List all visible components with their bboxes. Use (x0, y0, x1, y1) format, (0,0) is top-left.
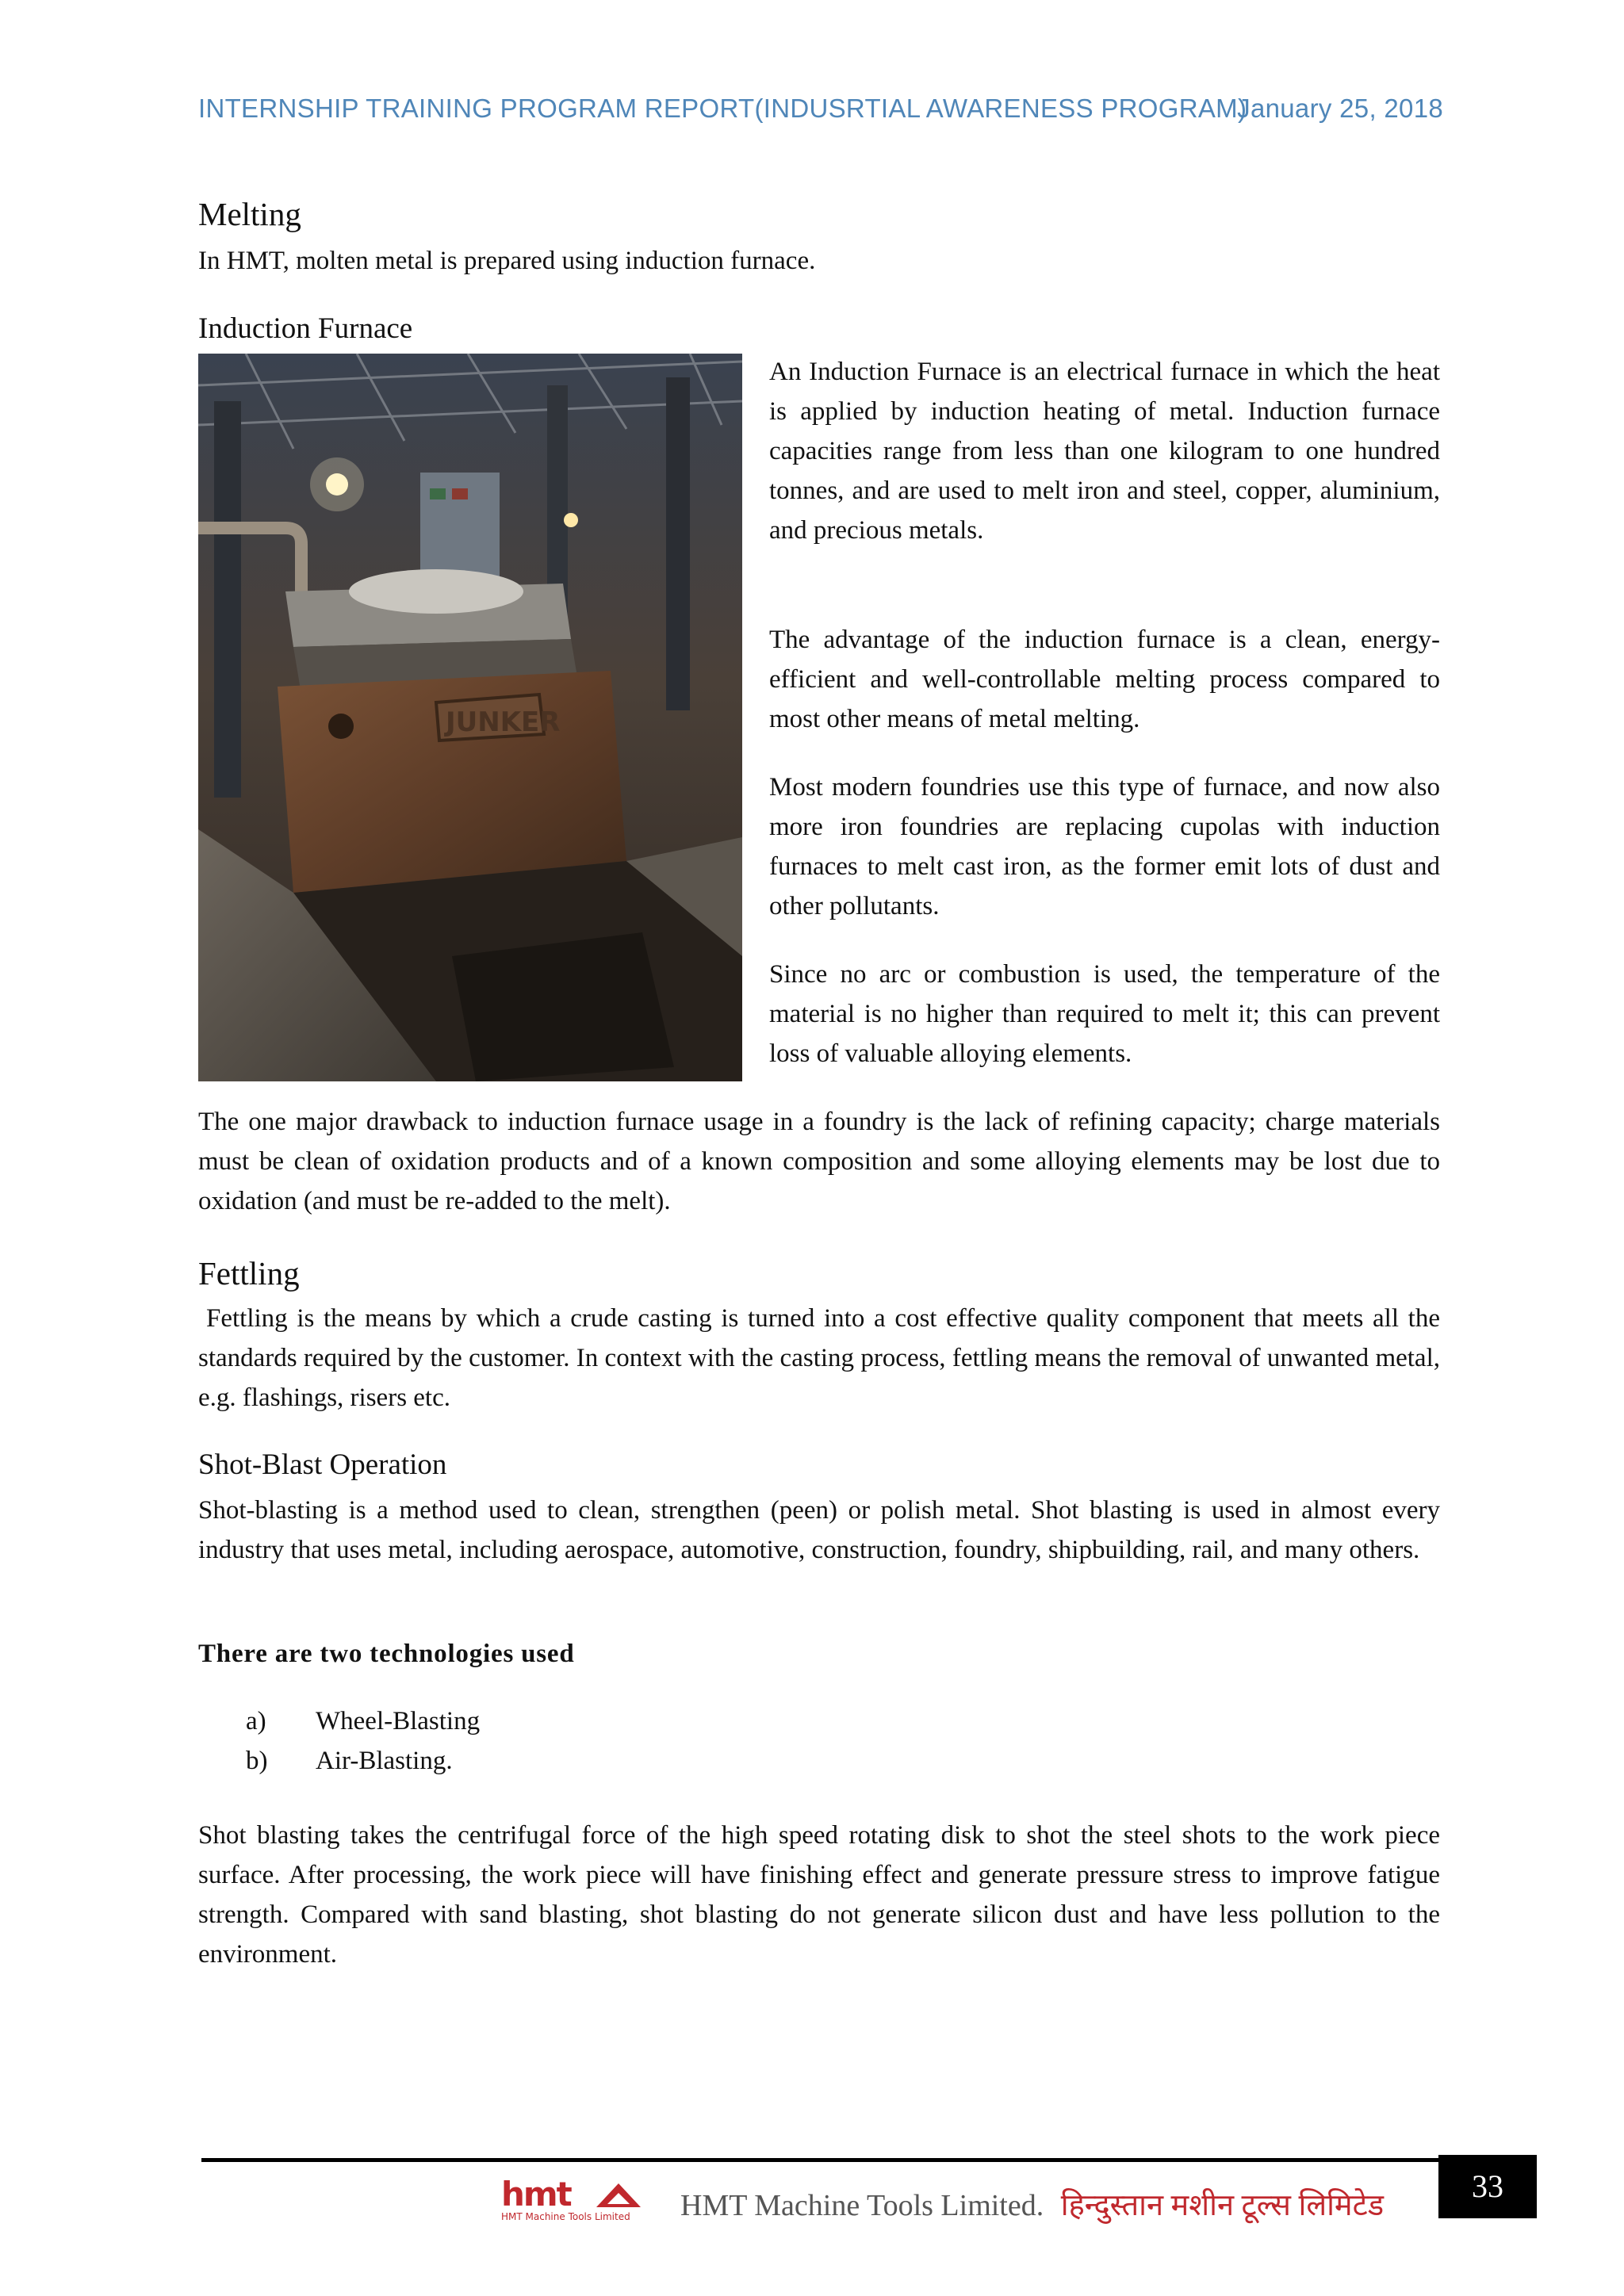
induction-furnace-photo (198, 354, 742, 1081)
induction-paragraph-4: Since no arc or combustion is used, the temperature of the material is no higher than required to melt it; this can prevent loss of valuable alloying elements. (769, 960, 1440, 1068)
induction-furnace-heading: Induction Furnace (198, 312, 413, 345)
shot-blast-closing: Shot blasting takes the centrifugal force of the high speed rotating disk to shot the steel shots to the work piece surface. After processing, the work piece will have finishing effect and generate pressure stress to improve fatigue strength. Compared with sand blasting, shot blasting do not generate silicon dust and have less pollution to the environment. (198, 1821, 1440, 1969)
list-marker: b) (246, 1747, 268, 1775)
list-item (198, 1741, 480, 1781)
furnace-illustration (198, 354, 742, 1081)
fettling-text: Fettling is the means by which a crude casting is turned into a cost effective quality component that meets all the standards required by the customer. In context with the casting process, fettling means the removal of unwanted metal, e.g. flashings, risers etc. (198, 1304, 1440, 1412)
hmt-logo (500, 2177, 682, 2223)
shot-blast-heading: Shot-Blast Operation (198, 1448, 447, 1481)
report-date: January 25, 2018 (1237, 94, 1443, 123)
report-title: INTERNSHIP TRAINING PROGRAM REPORT(INDUSRTIAL AWARENESS PROGRAM) (198, 94, 1247, 123)
melting-intro: In HMT, molten metal is prepared using induction furnace. (198, 247, 816, 275)
running-header (198, 94, 1443, 124)
induction-paragraph-3: Most modern foundries use this type of furnace, and now also more iron foundries are replacing cupolas with induction furnaces to melt cast iron, as the former emit lots of dust and other pollutants. (769, 773, 1440, 920)
logo-text: hmt (501, 2177, 571, 2214)
fettling-heading: Fettling (198, 1255, 300, 1292)
page-number: 33 (1438, 2155, 1537, 2218)
list-marker: a) (246, 1707, 266, 1735)
shot-blast-text: Shot-blasting is a method used to clean, strengthen (peen) or polish metal. Shot blasting is used in almost every industry that uses metal, including aerospace, automotive, construction, foundry, shipbuilding, rail, and many others. (198, 1496, 1440, 1564)
company-name: HMT Machine Tools Limited. (680, 2189, 1044, 2222)
footer-rule (201, 2158, 1438, 2162)
list-label: Air-Blasting. (316, 1747, 453, 1775)
furnace-brand-label: JUNKER (446, 706, 561, 738)
melting-heading: Melting (198, 196, 301, 232)
induction-paragraph-1: An Induction Furnace is an electrical furnace in which the heat is applied by induction heating of metal. Induction furnace capacities range from less than one kilogram to one hundred tonnes, and are used to melt iron and steel, copper, aluminium, and precious metals. (769, 358, 1440, 545)
list-label: Wheel-Blasting (316, 1707, 481, 1735)
technologies-list (198, 1701, 480, 1781)
logo-tagline: HMT Machine Tools Limited (501, 2211, 630, 2222)
footer-company (680, 2183, 1384, 2225)
list-item (198, 1701, 480, 1741)
induction-paragraph-2: The advantage of the induction furnace is a clean, energy-efficient and well-controllable melting process compared to most other means of metal melting. (769, 626, 1440, 733)
technologies-heading: There are two technologies used (198, 1640, 575, 1668)
induction-drawback: The one major drawback to induction furnace usage in a foundry is the lack of refining capacity; charge materials must be clean of oxidation products and of a known composition and some alloying elements may be lost due to oxidation (and must be re-added to the melt). (198, 1108, 1440, 1215)
company-name-hindi: हिन्दुस्तान मशीन टूल्स लिमिटेड (1060, 2189, 1385, 2222)
